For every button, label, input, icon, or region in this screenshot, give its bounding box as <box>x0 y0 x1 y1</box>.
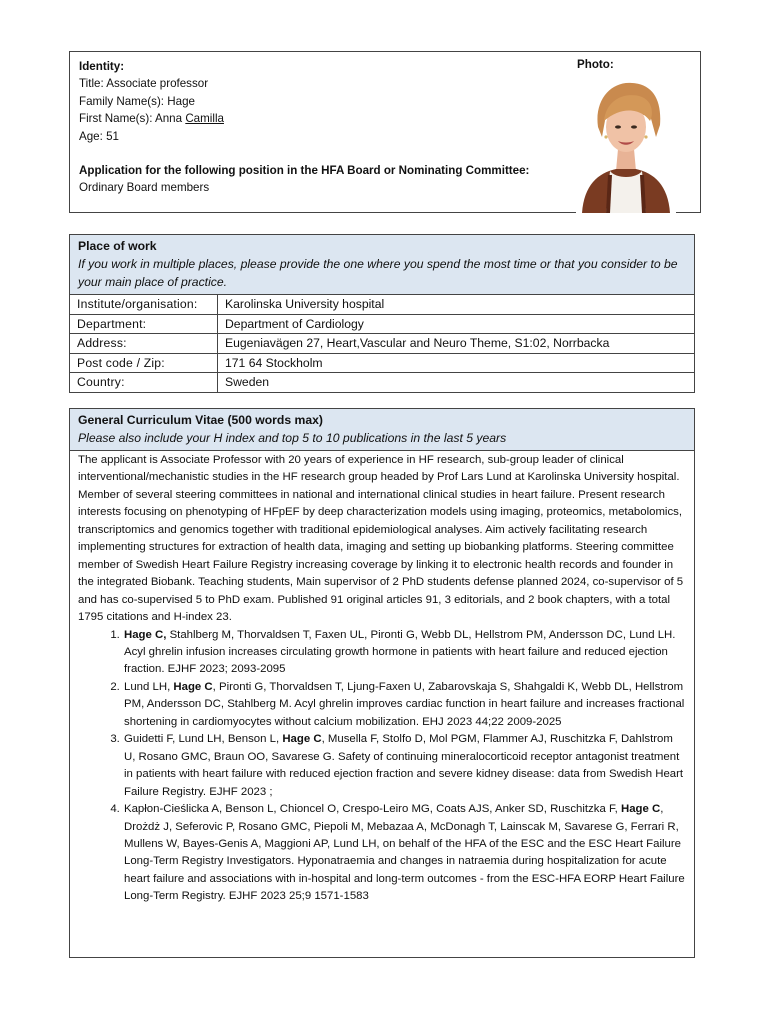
title-field: Title: Associate professor <box>79 77 209 91</box>
author-highlight: Hage C <box>620 803 661 816</box>
table-row <box>70 373 694 392</box>
place-of-work-header <box>70 235 694 295</box>
cv-summary: The applicant is Associate Professor with 20 years of experience in HF research, sub-group leader of clinical interventional/mechanistic studies in the HF research group headed by Prof Lars Lund at Karolinska University hospital. Member of several steering committees in national and international clinical studies in heart failure. Present research interests focusing on phenotyping of HFpEF by deep characterization models using imaging, proteomics, metabolomics, transcriptomics and genomics together with traditional epidemiological analyses. Aim actively facilitating research implementing structures for extraction of health data, imaging and setting up biobanking platforms. Steering committee member of Swedish Heart Failure Registry increasing coverage by linking it to electronic health records and founder in the integrated Biobank. Teaching students, Main supervisor of 2 PhD students defense planned 2024, co-supervisor of 5 and has co-supervised 5 to PhD exam. Published 91 original articles 91, 3 editorials, and 2 book chapters, with a total 1795 citations and H-index 23. <box>78 454 684 624</box>
country-value: Sweden <box>218 373 695 392</box>
family-name-field: Family Name(s): Hage <box>79 94 195 108</box>
postcode-value: 171 64 Stockholm <box>218 353 695 373</box>
table-row <box>70 314 694 334</box>
application-heading: Application for the following position in the HFA Board or Nominating Committee: <box>79 164 530 177</box>
author-highlight: Hage C <box>173 680 213 693</box>
address-label: Address: <box>70 334 218 354</box>
author-highlight: Hage C <box>282 733 322 746</box>
application-info <box>79 162 529 197</box>
publication-list <box>78 627 686 906</box>
cv-heading: General Curriculum Vitae (500 words max) <box>78 413 323 427</box>
place-of-work-section <box>69 234 695 393</box>
first-name-field: First Name(s): Anna Camilla <box>79 112 224 126</box>
table-row <box>70 334 694 354</box>
list-item: 1. Hage C, Stahlberg M, Thorvaldsen T, Faxen UL, Pironti G, Webb DL, Hellstrom PM, Andersson DC, Lund LH. Acyl ghrelin infusion increases circulating growth hormone in patients with heart failure and reduced ejection fraction. EJHF 2023; 2093-2095 <box>123 627 686 679</box>
identity-details <box>79 58 224 145</box>
curriculum-vitae-section <box>69 408 695 958</box>
identity-section <box>69 51 701 213</box>
list-item: 4. Kapłon-Cieślicka A, Benson L, Chioncel O, Crespo-Leiro MG, Coats AJS, Anker SD, Ruschitzka F, Hage C, Drożdż J, Seferovic P, Rosano GMC, Piepoli M, Mebazaa A, McDonagh T, Lainscak M, Savarese G, Ferrari R, Mullens W, Bayes-Genis A, Maggioni AP, Lund LH, on behalf of the HFA of the ESC and the ESC Heart Failure Long-Term Registry Investigators. Hyponatraemia and changes in natraemia during hospitalization for acute heart failure and associations with in-hospital and long-term outcomes - from the ESC-HFA EORP Heart Failure Long-Term Registry. EJHF 2023 25;9 1571-1583 <box>123 801 686 906</box>
cv-subheading: Please also include your H index and top 5 to 10 publications in the last 5 years <box>78 431 507 445</box>
country-label: Country: <box>70 373 218 392</box>
place-of-work-heading: Place of work <box>78 239 157 253</box>
photo-label: Photo: <box>577 58 614 71</box>
age-field: Age: 51 <box>79 129 119 143</box>
institute-value: Karolinska University hospital <box>225 297 385 312</box>
address-value: Eugeniavägen 27, Heart,Vascular and Neuro Theme, S1:02, Norrbacka <box>218 334 695 354</box>
list-item: 2. Lund LH, Hage C, Pironti G, Thorvaldsen T, Ljung-Faxen U, Zabarovskaja S, Shahgaldi K, Webb DL, Hellstrom PM, Andersson DC, Stahlberg M. Acyl ghrelin improves cardiac function in heart failure and increases fractional shortening in cardiomyocytes without calcium mobilization. EHJ 2023 44;22 2009-2025 <box>123 679 686 731</box>
author-highlight: Hage C, <box>124 628 167 641</box>
first-name-underlined: Camilla <box>185 112 224 126</box>
place-of-work-subheading: If you work in multiple places, please provide the one where you spend the most time or that you consider to be your main place of practice. <box>78 257 678 289</box>
portrait-photo <box>576 75 676 213</box>
table-row <box>70 353 694 373</box>
institute-label: Institute/organisation: <box>70 295 218 314</box>
list-item: 3. Guidetti F, Lund LH, Benson L, Hage C, Musella F, Stolfo D, Mol PGM, Flammer AJ, Ruschitzka F, Dahlstrom U, Rosano GMC, Braun OO, Savarese G. Safety of continuing mineralocorticoid receptor antagonist treatment in patients with heart failure with reduced ejection fraction and severe kidney disease: data from Swedish Heart Failure Registry. EJHF 2023 ; <box>123 731 686 801</box>
cv-body <box>70 451 694 906</box>
place-of-work-table <box>70 295 694 392</box>
table-row <box>70 295 694 314</box>
department-value: Department of Cardiology <box>218 314 695 334</box>
identity-heading: Identity: <box>79 60 125 73</box>
department-label: Department: <box>70 314 218 334</box>
cv-header <box>70 409 694 451</box>
application-value: Ordinary Board members <box>79 181 210 195</box>
postcode-label: Post code / Zip: <box>70 353 218 373</box>
